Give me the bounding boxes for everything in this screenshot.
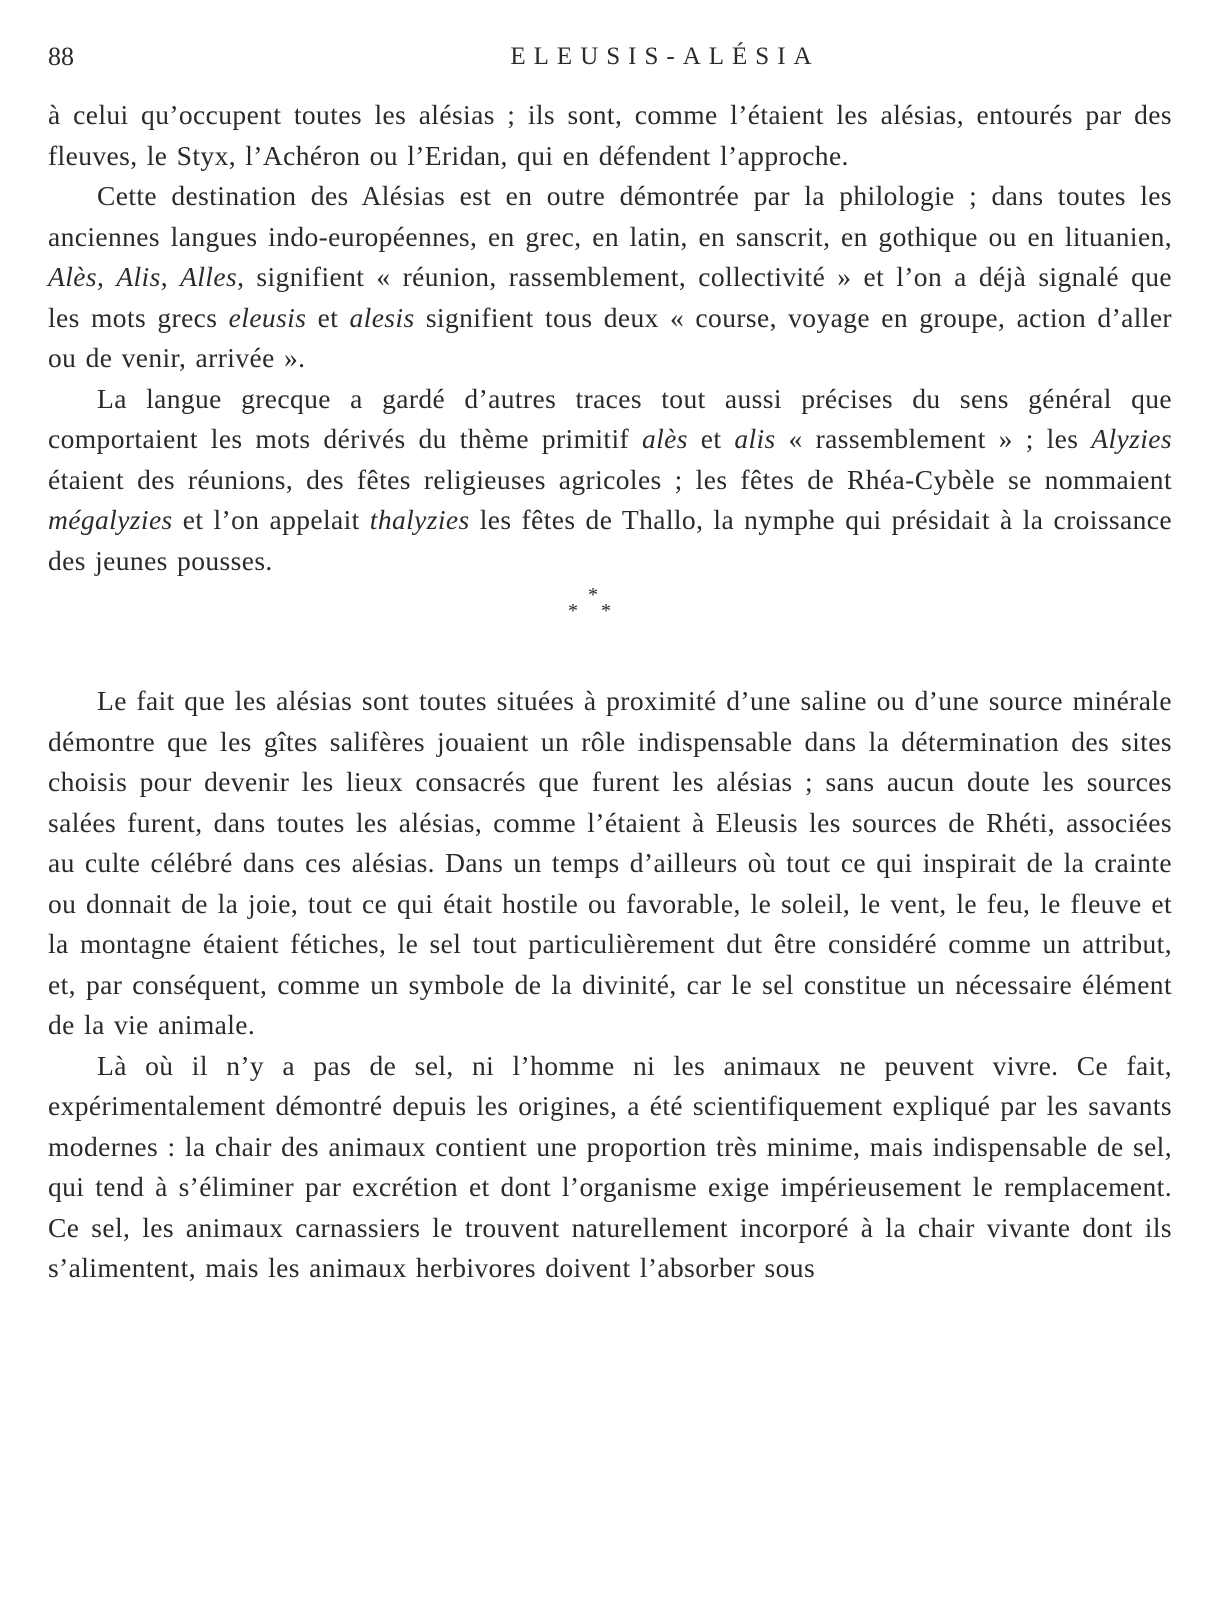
text-run: La langue grecque a gardé d’autres traces tout aussi précises du sens général que comportaient les mots dérivés du thème primitif — [48, 382, 1172, 454]
text-run: , — [160, 261, 181, 292]
paragraph — [48, 95, 1172, 176]
text-run: et — [687, 423, 735, 454]
italic-term: alesis — [349, 301, 415, 333]
asterism-star: * — [601, 600, 611, 622]
italic-term: eleusis — [228, 301, 307, 333]
paragraph — [48, 176, 1172, 379]
text-run: , signifient « réunion, rassemblement, collectivité » et l’on a déjà signalé que les mots grecs — [48, 261, 1172, 333]
italic-term: Alyzies — [1091, 423, 1172, 454]
text-run: , — [96, 261, 117, 292]
text-run: Cette destination des Alésias est en outre démontrée par la philologie ; dans toutes les anciennes langues indo-européennes, en grec, en latin, en sanscrit, en gothique ou en lituanien, — [48, 180, 1172, 252]
text-run: signifient tous deux « course, voyage en groupe, action d’aller ou de venir, arrivée ». — [48, 301, 1172, 373]
text-run: et l’on appelait — [172, 504, 370, 535]
text-run: à celui qu’occupent toutes les alésias ; ils sont, comme l’étaient les alésias, entourés par des fleuves, le Styx, l’Achéron ou l’Eridan, qui en défendent l’approche. — [48, 99, 1172, 171]
italic-term: thalyzies — [369, 504, 470, 535]
italic-term: alès — [641, 423, 688, 454]
asterism-star: * — [588, 584, 598, 606]
italic-term: Alis — [116, 261, 161, 292]
paragraph — [48, 1046, 1172, 1289]
italic-term: alis — [734, 423, 776, 454]
paragraph — [48, 681, 1172, 1046]
text-run: Là où il n’y a pas de sel, ni l’homme ni les animaux ne peuvent vivre. Ce fait, expérimentalement démontré depuis les origines, a été scientifiquement expliqué par les savants modernes : la chair des animaux contient une proportion très minime, mais indispensable de sel, qui tend à s’éliminer par excrétion et dont l’organisme exige impérieusement le remplacement. Ce sel, les animaux carnassiers le trouvent naturellement incorporé à la chair vivante dont ils s’alimentent, mais les animaux herbivores doivent l’absorber sous — [48, 1049, 1172, 1283]
running-head — [48, 40, 1172, 80]
text-run: et — [306, 301, 350, 333]
text-run: étaient des réunions, des fêtes religieuses agricoles ; les fêtes de Rhéa-Cybèle se nommaient — [48, 463, 1172, 495]
asterism-star: * — [568, 600, 578, 622]
text-run: les fêtes de Thallo, la nymphe qui présidait à la croissance des jeunes pousses. — [48, 504, 1172, 576]
text-run: Le fait que les alésias sont toutes situées à proximité d’une saline ou d’une source minérale démontre que les gîtes salifères jouaient un rôle indispensable dans la détermination des sites choisis pour devenir les lieux consacrés que furent les alésias ; sans aucun doute les sources salées furent, dans toutes les alésias, comme l’étaient à Eleusis les sources de Rhéti, associées au culte célébré dans ces alésias. Dans un temps d’ailleurs où tout ce qui inspirait de la crainte ou donnait de la joie, tout ce qui était hostile ou favorable, le soleil, le vent, le feu, le fleuve et la montagne étaient fétiches, le sel tout particulièrement dut être considéré comme un attribut, et, par conséquent, comme un symbole de la divinité, car le sel constitue un nécessaire élément de la vie animale. — [48, 685, 1172, 1040]
text-run: « rassemblement » ; les — [775, 423, 1092, 454]
running-title: ELEUSIS-ALÉSIA — [510, 43, 820, 70]
page-number: 88 — [48, 42, 74, 71]
book-page — [48, 40, 1172, 1600]
italic-term: Alès — [48, 261, 97, 292]
italic-term: Alles — [180, 261, 238, 292]
paragraph — [48, 379, 1172, 582]
italic-term: mégalyzies — [48, 504, 173, 535]
body-text — [48, 95, 1172, 1289]
asterism-separator — [48, 581, 1172, 681]
